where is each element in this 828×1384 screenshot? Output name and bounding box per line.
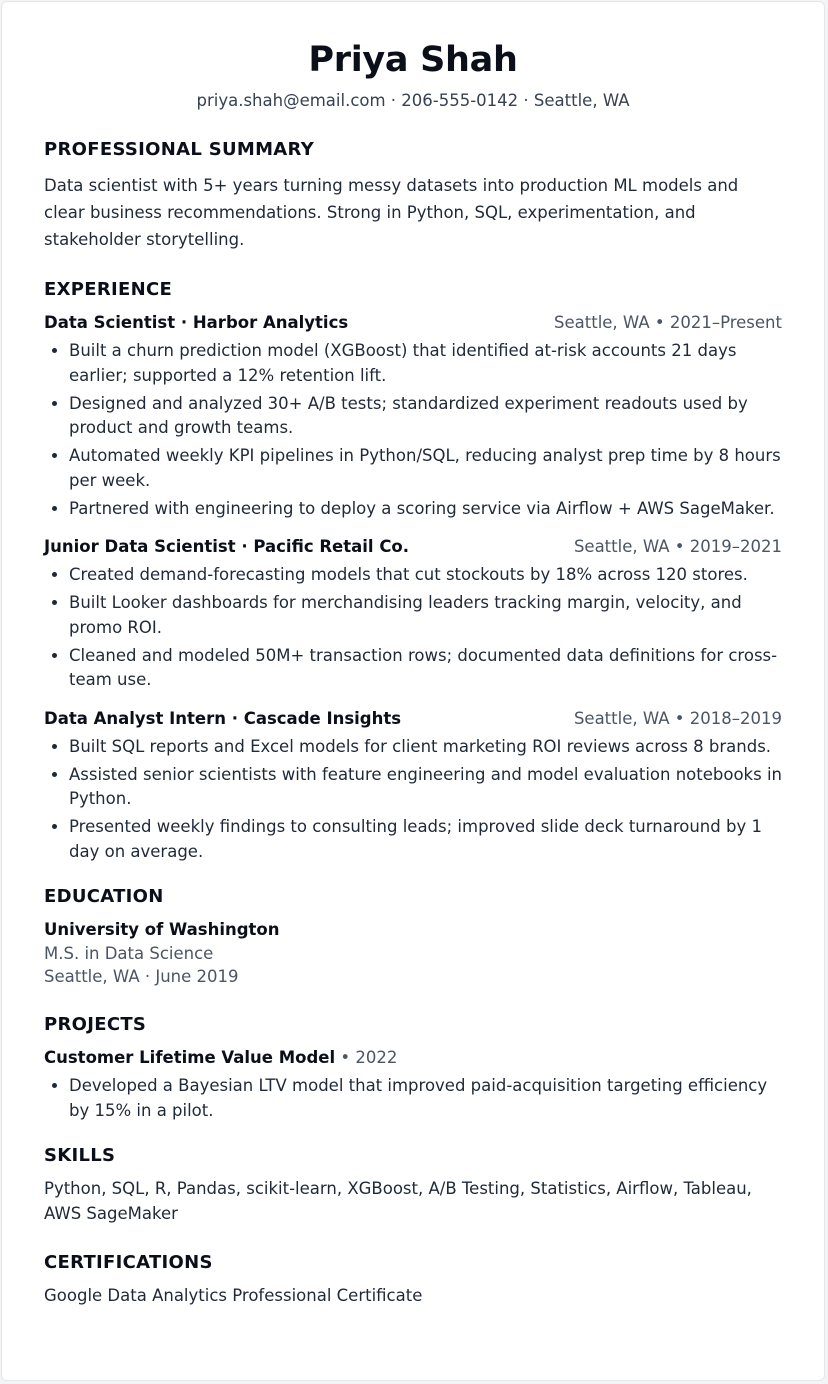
- list-item: • Presented weekly findings to consulting leads; improved slide deck turnaround by 1 day on average.: [69, 815, 782, 864]
- resume-page: [1, 1, 825, 1381]
- education-location-date: Seattle, WA · June 2019: [44, 967, 239, 986]
- list-item: • Partnered with engineering to deploy a scoring service via Airflow + AWS SageMaker.: [69, 497, 782, 522]
- job-header: [44, 535, 782, 559]
- degree: M.S. in Data Science: [44, 944, 214, 963]
- job-location-dates: Seattle, WA • 2021–Present: [554, 313, 782, 332]
- project-year: • 2022: [335, 1048, 398, 1067]
- projects-section: [44, 1012, 782, 1123]
- list-item: • Designed and analyzed 30+ A/B tests; standardized experiment readouts used by product and growth teams.: [69, 392, 782, 441]
- list-item: • Cleaned and modeled 50M+ transaction rows; documented data definitions for cross-team use.: [69, 644, 782, 693]
- section-title-experience: EXPERIENCE: [44, 279, 173, 300]
- job-bullets: [44, 735, 782, 865]
- skills-text: Python, SQL, R, Pandas, scikit-learn, XGBoost, A/B Testing, Statistics, Airflow, Tableau, AWS SageMaker: [44, 1179, 752, 1223]
- project-bullets: [44, 1074, 782, 1123]
- job-title: Junior Data Scientist · Pacific Retail Co.: [44, 537, 410, 556]
- job-entry: [44, 535, 782, 693]
- list-item: • Built Looker dashboards for merchandising leaders tracking margin, velocity, and promo ROI.: [69, 591, 782, 640]
- section-title-summary: PROFESSIONAL SUMMARY: [44, 139, 315, 160]
- job-title: Data Analyst Intern · Cascade Insights: [44, 708, 402, 728]
- job-bullets: [44, 563, 782, 693]
- job-bullets: [44, 339, 782, 521]
- job-header: [44, 707, 782, 731]
- experience-section: [44, 277, 782, 864]
- list-item: • Assisted senior scientists with feature engineering and model evaluation notebooks in Python.: [69, 763, 782, 812]
- list-item: • Built SQL reports and Excel models for client marketing ROI reviews across 8 brands.: [69, 735, 782, 760]
- job-location-dates: Seattle, WA • 2019–2021: [573, 537, 782, 556]
- section-title-projects: PROJECTS: [44, 1014, 147, 1035]
- list-item: • Developed a Bayesian LTV model that improved paid-acquisition targeting efficiency by 15% in a pilot.: [69, 1074, 782, 1123]
- summary-section: [44, 137, 782, 253]
- certifications-text: Google Data Analytics Professional Certificate: [44, 1286, 423, 1305]
- project-header: [44, 1046, 782, 1070]
- list-item: • Built a churn prediction model (XGBoost) that identified at-risk accounts 21 days earlier; supported a 12% retention lift.: [69, 339, 782, 388]
- education-section: [44, 884, 782, 988]
- job-entry: [44, 311, 782, 521]
- candidate-name: Priya Shah: [308, 40, 518, 80]
- contact-line: priya.shah@email.com · 206-555-0142 · Seattle, WA: [196, 91, 630, 110]
- summary-text: Data scientist with 5+ years turning messy datasets into production ML models and clear business recommendations. Strong in Python, SQL, experimentation, and stakeholder storytelling.: [44, 176, 739, 249]
- section-title-skills: SKILLS: [44, 1145, 116, 1166]
- section-title-education: EDUCATION: [44, 886, 164, 907]
- certifications-section: [44, 1250, 782, 1308]
- project-name: Customer Lifetime Value Model: [44, 1048, 336, 1067]
- list-item: • Automated weekly KPI pipelines in Python/SQL, reducing analyst prep time by 8 hours per week.: [69, 444, 782, 493]
- school-name: University of Washington: [44, 920, 280, 939]
- job-entry: [44, 707, 782, 865]
- list-item: • Created demand-forecasting models that cut stockouts by 18% across 120 stores.: [69, 563, 782, 588]
- job-location-dates: Seattle, WA • 2018–2019: [573, 708, 782, 728]
- section-title-certifications: CERTIFICATIONS: [44, 1252, 213, 1273]
- skills-section: [44, 1143, 782, 1226]
- job-title: Data Scientist · Harbor Analytics: [44, 313, 349, 332]
- job-header: [44, 311, 782, 335]
